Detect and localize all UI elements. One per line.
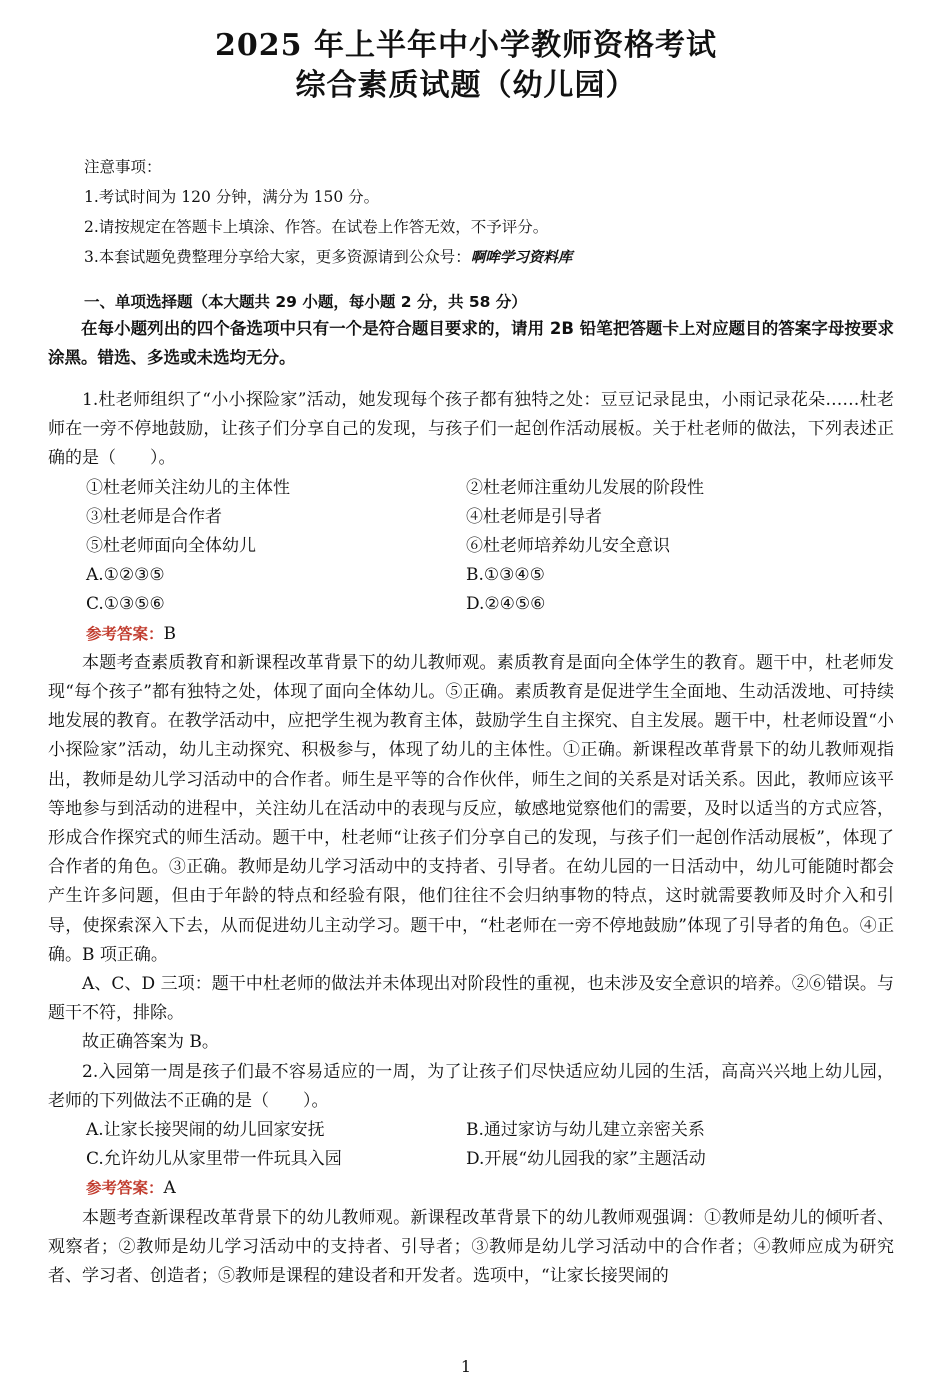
q1-answer bbox=[48, 620, 894, 649]
q1-statement-row bbox=[48, 532, 894, 561]
q1-explanation: 本题考查素质教育和新课程改革背景下的幼儿教师观。素质教育是面向全体学生的教育。题干中，杜老师发现“每个孩子”都有独特之处，体现了面向全体幼儿。⑤正确。素质教育是促进学生全面地、生动活泼地、可持续地发展的教育。在教学活动中，应把学生视为教育主体，鼓励学生自主探究、自主发展。题干中，杜老师设置“小小探险家”活动，幼儿主动探究、积极参与，体现了幼儿的主体性。①正确。新课程改革背景下的幼儿教师观指出，教师是幼儿学习活动中的合作者。师生是平等的合作伙伴，师生之间的关系是对话关系。因此，教师应该平等地参与到活动的进程中，关注幼儿在活动中的表现与反应，敏感地觉察他们的需要，及时以适当的方式应答，形成合作探究式的师生活动。题干中，杜老师“让孩子们分享自己的发现，与孩子们一起创作活动展板”，体现了合作者的角色。③正确。教师是幼儿学习活动中的支持者、引导者。在幼儿园的一日活动中，幼儿可能随时都会产生许多问题，但由于年龄的特点和经验有限，他们往往不会归纳事物的特点，这时就需要教师及时介入和引导，使探索深入下去，从而促进幼儿主动学习。题干中，“杜老师在一旁不停地鼓励”体现了引导者的角色。④正确。B 项正确。 bbox=[48, 652, 894, 965]
q2-option-row bbox=[48, 1145, 894, 1174]
q1-statement: ②杜老师注重幼儿发展的阶段性 bbox=[466, 477, 704, 498]
q1-statement: ④杜老师是引导者 bbox=[466, 506, 602, 527]
notes-heading: 注意事项： bbox=[84, 158, 162, 176]
q1-option-row bbox=[48, 590, 894, 619]
q2-option-b: B.通过家访与幼儿建立亲密关系 bbox=[466, 1120, 705, 1141]
q2-answer bbox=[48, 1174, 894, 1203]
q1-statement: ⑥杜老师培养幼儿安全意识 bbox=[466, 536, 670, 557]
q1-statement: ①杜老师关注幼儿的主体性 bbox=[86, 477, 290, 498]
section-title: 一、单项选择题（本大题共 29 小题，每小题 2 分，共 58 分） bbox=[84, 293, 527, 311]
notes-item-text: 3.本套试题免费整理分享给大家，更多资源请到公众号： bbox=[84, 248, 471, 266]
notes-item bbox=[84, 242, 904, 273]
section-instruction bbox=[48, 314, 894, 372]
q2-stem: 2.入园第一周是孩子们最不容易适应的一周，为了让孩子们尽快适应幼儿园的生活，高高兴兴地上幼儿园，老师的下列做法不正确的是（ ）。 bbox=[48, 1061, 894, 1111]
notes-item: 2.请按规定在答题卡上填涂、作答。在试卷上作答无效，不予评分。 bbox=[84, 218, 549, 236]
page-number: 1 bbox=[460, 1357, 472, 1376]
q1-statement-row bbox=[48, 503, 894, 532]
q1-stem: 1.杜老师组织了“小小探险家”活动，她发现每个孩子都有独特之处：豆豆记录昆虫，小雨记录花朵……杜老师在一旁不停地鼓励，让孩子们分享自己的发现，与孩子们一起创作活动展板。关于杜老师的做法，下列表述正确的是（ ）。 bbox=[48, 390, 894, 469]
q2-option-a: A.让家长接哭闹的幼儿回家安抚 bbox=[86, 1120, 325, 1141]
q2-option-c: C.允许幼儿从家里带一件玩具入园 bbox=[86, 1149, 342, 1170]
q2-option-row bbox=[48, 1116, 894, 1145]
q1-statement: ③杜老师是合作者 bbox=[86, 506, 222, 527]
q1-option-a: A.①②③⑤ bbox=[86, 565, 165, 586]
question-1-block bbox=[48, 386, 894, 1291]
q2-explanation: 本题考查新课程改革背景下的幼儿教师观。新课程改革背景下的幼儿教师观强调：①教师是幼儿的倾听者、观察者；②教师是幼儿学习活动中的支持者、引导者；③教师是幼儿学习活动中的合作者；④教师应成为研究者、学习者、创造者；⑤教师是课程的建设者和开发者。选项中，“让家长接哭闹的 bbox=[48, 1207, 894, 1287]
answer-value: A bbox=[163, 1178, 176, 1199]
q1-statement-row bbox=[48, 474, 894, 503]
exam-subtitle: 综合素质试题（幼儿园） bbox=[295, 68, 637, 103]
q1-explanation: 故正确答案为 B。 bbox=[82, 1032, 219, 1053]
q1-option-b: B.①③④⑤ bbox=[466, 565, 545, 586]
instruction-text: 在每小题列出的四个备选项中只有一个是符合题目要求的，请用 2B 铅笔把答题卡上对应题目的答案字母按要求涂黑。错选、多选或未选均无分。 bbox=[48, 319, 894, 367]
q2-option-d: D.开展“幼儿园我的家”主题活动 bbox=[466, 1149, 706, 1170]
q1-option-c: C.①③⑤⑥ bbox=[86, 594, 165, 615]
notes-item: 1.考试时间为 120 分钟，满分为 150 分。 bbox=[84, 188, 380, 206]
q1-option-d: D.②④⑤⑥ bbox=[466, 594, 546, 615]
q1-statement: ⑤杜老师面向全体幼儿 bbox=[86, 536, 256, 557]
answer-label: 参考答案： bbox=[86, 1179, 164, 1198]
exam-title: 2025 年上半年中小学教师资格考试 bbox=[215, 28, 717, 63]
answer-label: 参考答案： bbox=[86, 624, 164, 643]
answer-value: B bbox=[163, 623, 177, 644]
notes-block bbox=[84, 152, 904, 273]
q1-explanation: A、C、D 三项：题干中杜老师的做法并未体现出对阶段性的重视，也未涉及安全意识的培养。②⑥错误。与题干不符，排除。 bbox=[48, 974, 894, 1024]
q1-option-row bbox=[48, 561, 894, 590]
brand-name: 啊哞学习资料库 bbox=[470, 250, 573, 266]
